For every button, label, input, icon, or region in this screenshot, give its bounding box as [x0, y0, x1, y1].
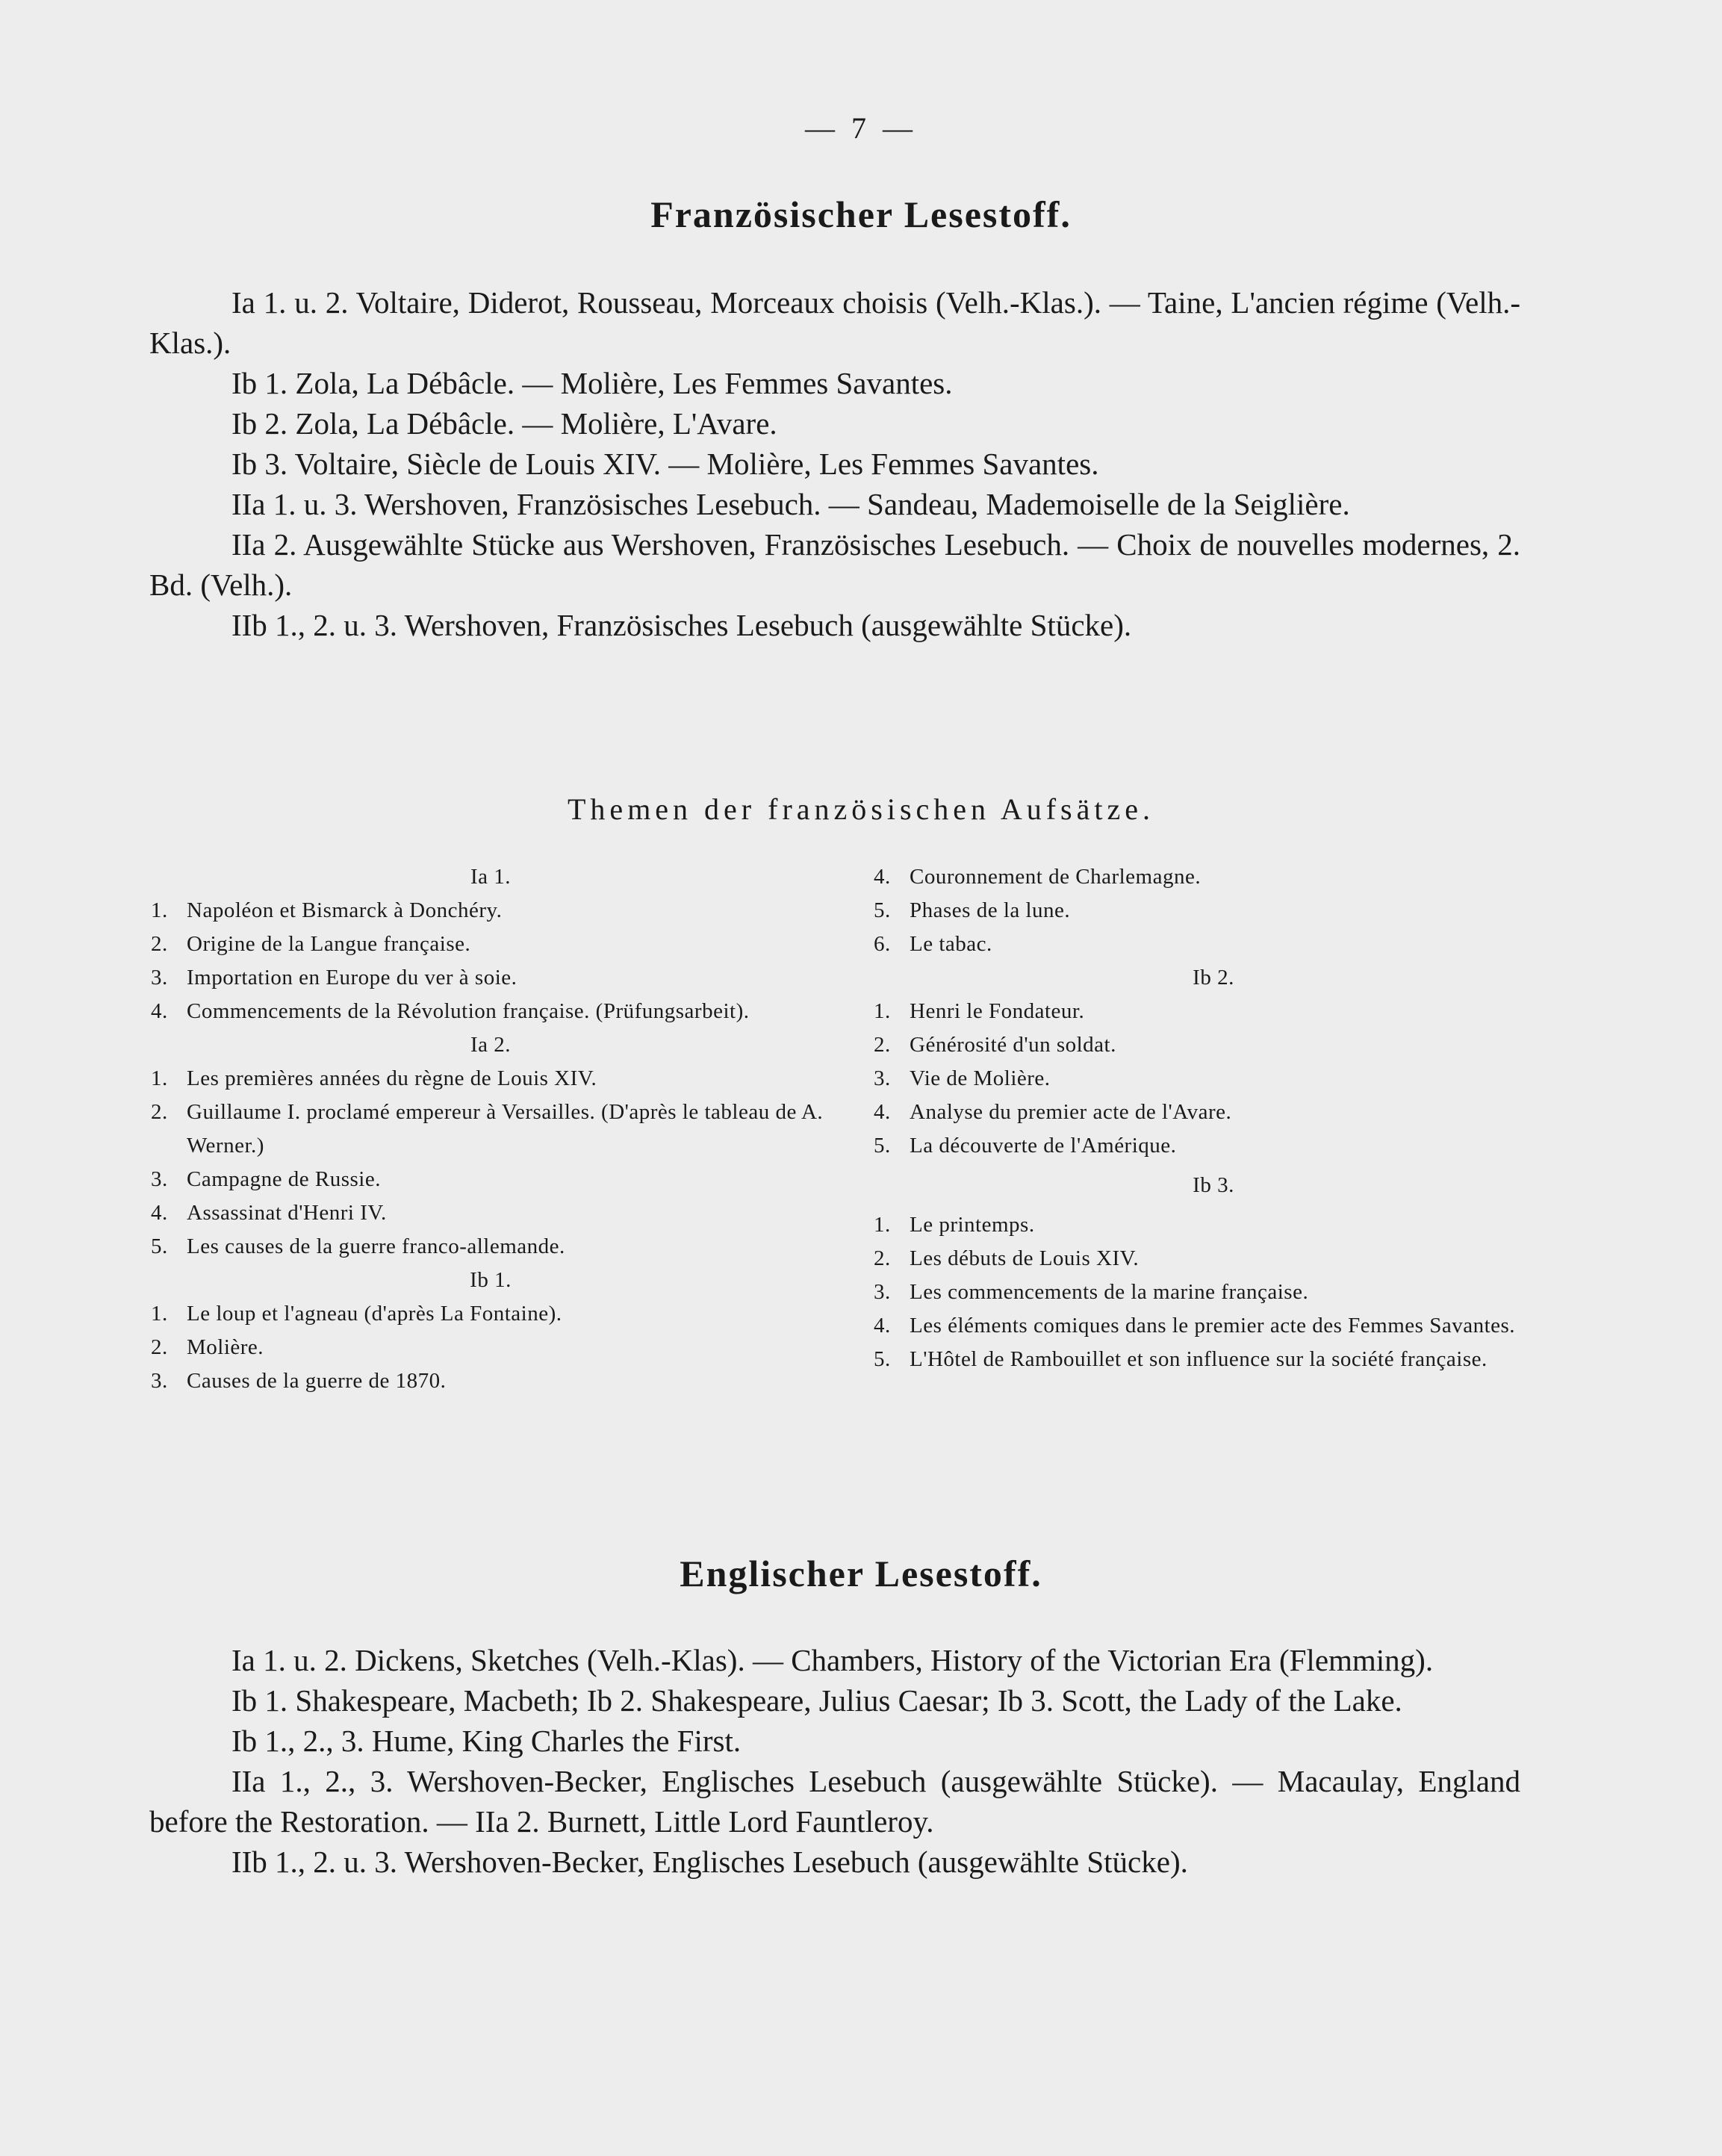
- english-paragraph: Ib 1. Shakespeare, Macbeth; Ib 2. Shakespeare, Julius Caesar; Ib 3. Scott, the Lady of the Lake.: [231, 1683, 1402, 1718]
- french-reading-title: Französischer Lesestoff.: [650, 193, 1072, 235]
- theme-item: 1. Les premières années du règne de Louis XIV.: [151, 1066, 597, 1090]
- english-reading-title: Englischer Lesestoff.: [680, 1553, 1042, 1594]
- theme-item: 1. Henri le Fondateur.: [874, 999, 1085, 1023]
- english-paragraph: IIa 1., 2., 3. Wershoven-Becker, Englisches Lesebuch (ausgewählte Stücke). — Macaulay, England before the Restoration. — IIa 2. Burnett, Little Lord Fauntleroy.: [149, 1764, 1520, 1839]
- french-paragraph: Ib 3. Voltaire, Siècle de Louis XIV. — Molière, Les Femmes Savantes.: [231, 447, 1099, 481]
- english-paragraph: Ib 1., 2., 3. Hume, King Charles the First.: [231, 1724, 742, 1758]
- theme-list: [151, 894, 830, 1028]
- french-paragraph: Ib 1. Zola, La Débâcle. — Molière, Les Femmes Savantes.: [231, 366, 953, 400]
- english-paragraph: IIb 1., 2. u. 3. Wershoven-Becker, Englisches Lesebuch (ausgewählte Stücke).: [231, 1845, 1188, 1879]
- class-heading: Ia 1.: [470, 865, 512, 889]
- theme-item: 5. La découverte de l'Amérique.: [874, 1134, 1177, 1158]
- theme-item: 2. Origine de la Langue française.: [151, 932, 471, 956]
- theme-item: 2. Molière.: [151, 1335, 264, 1359]
- theme-item: 4. Les éléments comiques dans le premier acte des Femmes Savantes.: [874, 1314, 1516, 1338]
- theme-list: [874, 1208, 1553, 1376]
- theme-item: 6. Le tabac.: [874, 932, 992, 956]
- french-reading-list: [149, 282, 1520, 645]
- theme-item: 4. Couronnement de Charlemagne.: [874, 865, 1202, 889]
- theme-item: 5. Les causes de la guerre franco-allemande.: [151, 1234, 565, 1258]
- theme-item: 1. Napoléon et Bismarck à Donchéry.: [151, 898, 503, 922]
- theme-list: [151, 1297, 830, 1398]
- theme-item: 5. L'Hôtel de Rambouillet et son influence sur la société française.: [874, 1347, 1488, 1371]
- theme-item: 4. Assassinat d'Henri IV.: [151, 1201, 387, 1225]
- theme-list: [874, 995, 1553, 1163]
- french-essay-themes-title: Themen der französischen Aufsätze.: [568, 792, 1154, 826]
- class-heading: Ib 2.: [1193, 966, 1234, 990]
- english-reading-list: [149, 1640, 1520, 1882]
- theme-item: 3. Campagne de Russie.: [151, 1167, 381, 1191]
- english-paragraph: Ia 1. u. 2. Dickens, Sketches (Velh.-Klas). — Chambers, History of the Victorian Era (Flemming).: [231, 1643, 1434, 1677]
- theme-item: 3. Les commencements de la marine française.: [874, 1280, 1309, 1304]
- theme-item: 3. Vie de Molière.: [874, 1066, 1051, 1090]
- theme-item: 2. Guillaume I. proclamé empereur à Versailles. (D'après le tableau de A. Werner.): [151, 1100, 824, 1158]
- theme-item: 2. Générosité d'un soldat.: [874, 1033, 1116, 1057]
- class-heading: Ib 3.: [1193, 1173, 1234, 1197]
- theme-item: 4. Commencements de la Révolution française. (Prüfungsarbeit).: [151, 999, 750, 1023]
- french-paragraph: IIa 1. u. 3. Wershoven, Französisches Lesebuch. — Sandeau, Mademoiselle de la Seiglière.: [231, 487, 1350, 521]
- theme-item: 3. Causes de la guerre de 1870.: [151, 1369, 447, 1393]
- theme-item: 1. Le printemps.: [874, 1213, 1035, 1237]
- page-number: — 7 —: [805, 111, 917, 145]
- theme-item: 2. Les débuts de Louis XIV.: [874, 1246, 1140, 1270]
- theme-list: [874, 860, 1553, 961]
- french-paragraph: Ib 2. Zola, La Débâcle. — Molière, L'Avare.: [231, 406, 777, 441]
- theme-item: 1. Le loup et l'agneau (d'après La Fontaine).: [151, 1302, 562, 1326]
- french-paragraph: IIb 1., 2. u. 3. Wershoven, Französisches Lesebuch (ausgewählte Stücke).: [231, 608, 1132, 642]
- theme-item: 5. Phases de la lune.: [874, 898, 1071, 922]
- theme-list: [151, 1062, 830, 1264]
- themes-left-column: [151, 860, 830, 1398]
- class-heading: Ia 2.: [470, 1033, 512, 1057]
- themes-right-column: [874, 860, 1553, 1376]
- class-heading: Ib 1.: [470, 1268, 512, 1292]
- theme-item: 3. Importation en Europe du ver à soie.: [151, 966, 517, 990]
- theme-item: 4. Analyse du premier acte de l'Avare.: [874, 1100, 1232, 1124]
- french-paragraph: IIa 2. Ausgewählte Stücke aus Wershoven, Französisches Lesebuch. — Choix de nouvelles modernes, 2. Bd. (Velh.).: [149, 527, 1520, 602]
- french-paragraph: Ia 1. u. 2. Voltaire, Diderot, Rousseau, Morceaux choisis (Velh.-Klas.). — Taine, L'ancien régime (Velh.-Klas.).: [149, 285, 1520, 360]
